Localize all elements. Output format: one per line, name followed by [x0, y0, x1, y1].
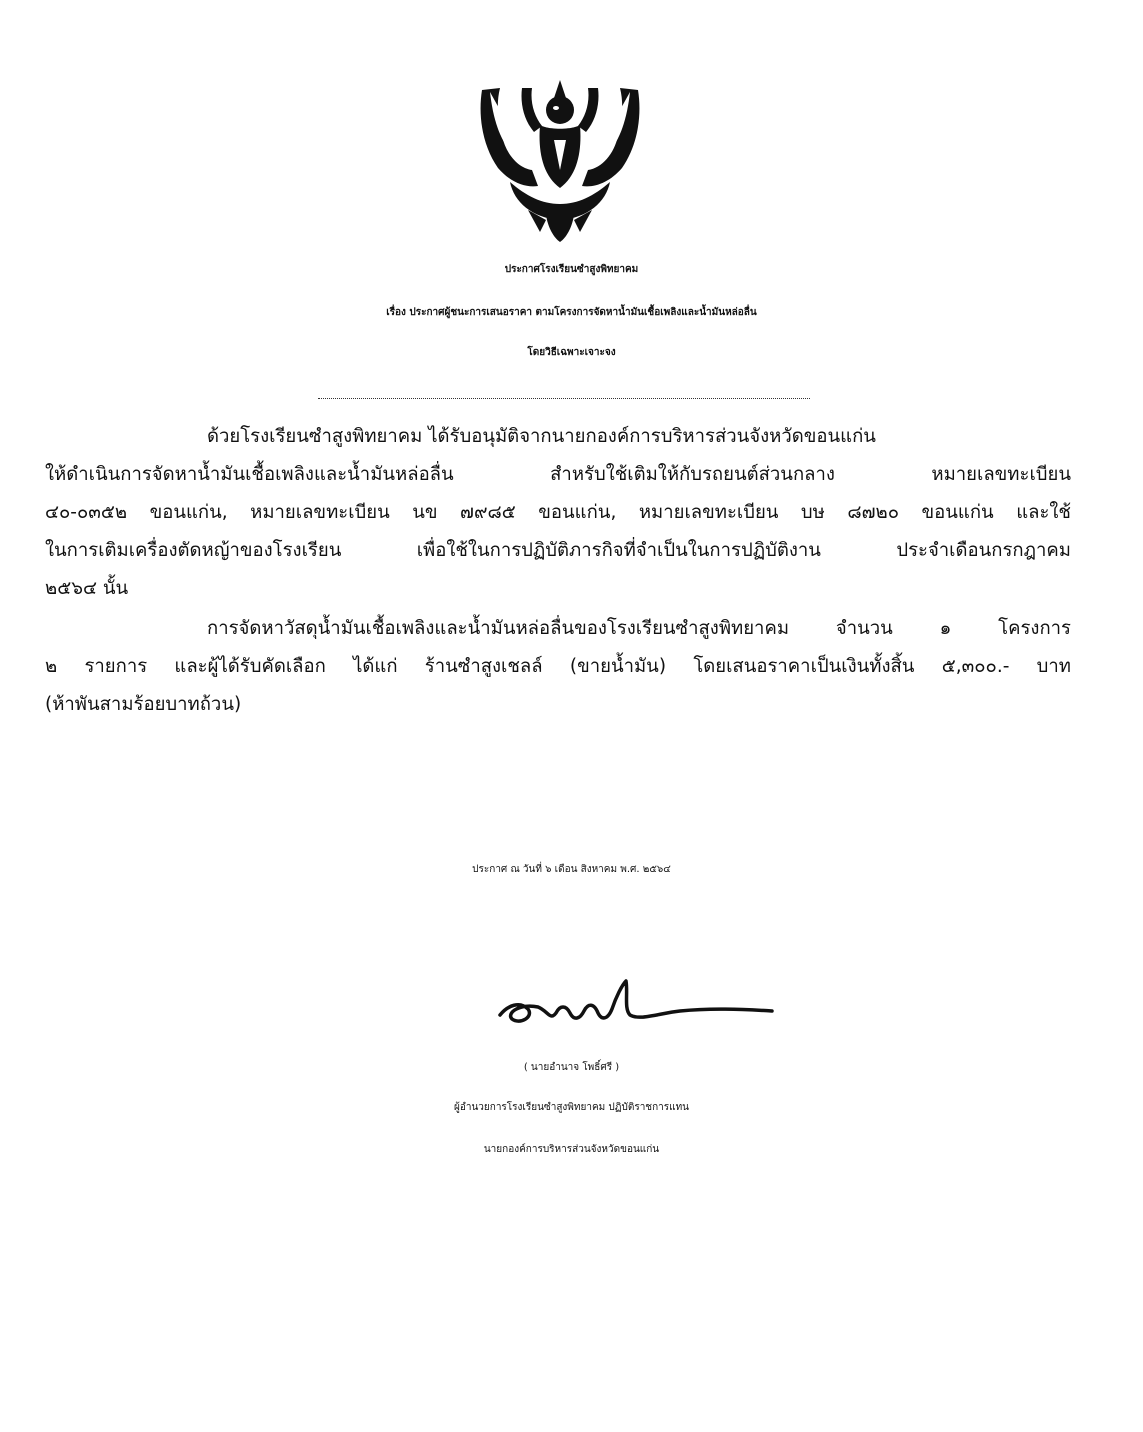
paragraph1-line1: ด้วยโรงเรียนซำสูงพิทยาคม ได้รับอนุมัติจากนายกองค์การบริหารส่วนจังหวัดขอนแก่น: [207, 426, 876, 447]
handwritten-signature: [490, 975, 780, 1045]
paragraph2-line2: ๒ รายการ และผู้ได้รับคัดเลือก ได้แก่ ร้านซำสูงเชลล์ (ขายน้ำมัน) โดยเสนอราคาเป็นเงินทั้งสิ้น ๕,๓๐๐.- บาท: [45, 656, 1071, 677]
signer-authority: นายกองค์การบริหารส่วนจังหวัดขอนแก่น: [483, 1144, 660, 1155]
announcement-method: โดยวิธีเฉพาะเจาะจง: [527, 347, 616, 358]
announcement-subject: เรื่อง ประกาศผู้ชนะการเสนอราคา ตามโครงการจัดหาน้ำมันเชื้อเพลิงและน้ำมันหล่อลื่น: [386, 307, 757, 318]
paragraph1-line5: ๒๕๖๔ นั้น: [45, 578, 129, 599]
paragraph2-line1: การจัดหาวัสดุน้ำมันเชื้อเพลิงและน้ำมันหล่อลื่นของโรงเรียนซำสูงพิทยาคม จำนวน ๑ โครงการ: [207, 618, 1071, 639]
separator-line: [318, 398, 810, 399]
signer-name: ( นายอำนาจ โพธิ์ศรี ): [523, 1062, 620, 1073]
paragraph2-line3: (ห้าพันสามร้อยบาทถ้วน): [45, 694, 242, 715]
paragraph1-line3: ๔๐-๐๓๕๒ ขอนแก่น, หมายเลขทะเบียน นข ๗๙๘๕ ขอนแก่น, หมายเลขทะเบียน บษ ๘๗๒๐ ขอนแก่น และใช้: [45, 502, 1071, 523]
garuda-emblem-icon: [470, 70, 650, 245]
paragraph1-line4: ในการเติมเครื่องตัดหญ้าของโรงเรียน เพื่อใช้ในการปฏิบัติภารกิจที่จำเป็นในการปฏิบัติงาน ประจำเดือนกรกฎาคม: [45, 540, 1071, 561]
announcement-title: ประกาศโรงเรียนซำสูงพิทยาคม: [504, 264, 639, 275]
announcement-date: ประกาศ ณ วันที่ ๖ เดือน สิงหาคม พ.ศ. ๒๕๖๔: [472, 864, 671, 875]
signer-position: ผู้อำนวยการโรงเรียนซำสูงพิทยาคม ปฏิบัติราชการแทน: [453, 1102, 690, 1113]
paragraph1-line2: ให้ดำเนินการจัดหาน้ำมันเชื้อเพลิงและน้ำมันหล่อลื่น สำหรับใช้เติมให้กับรถยนต์ส่วนกลาง หมายเลขทะเบียน: [45, 464, 1071, 485]
